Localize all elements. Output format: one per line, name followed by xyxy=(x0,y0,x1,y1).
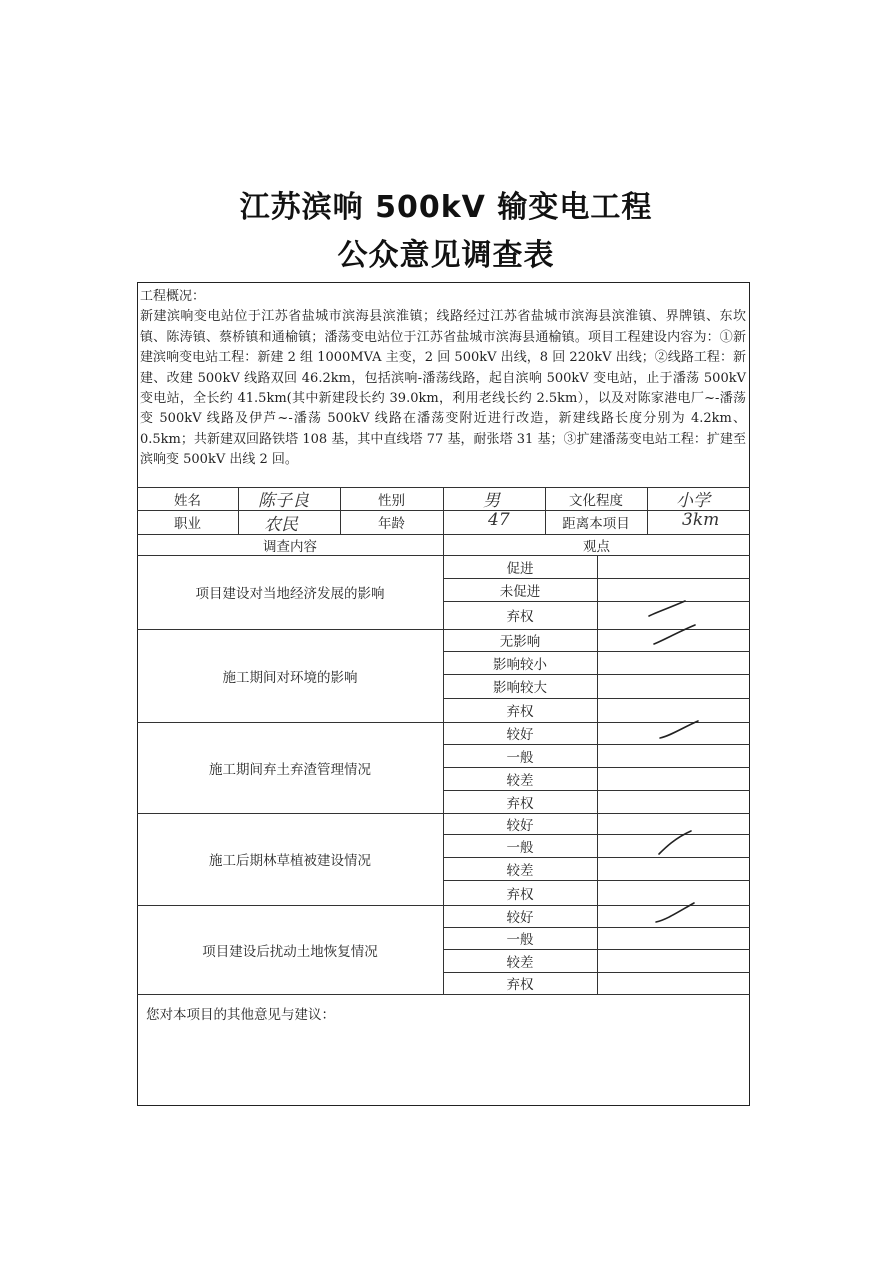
check-mark-icon xyxy=(645,598,690,620)
job-label: 职业 xyxy=(174,516,201,532)
option-label: 较差 xyxy=(506,772,534,789)
survey-content-header: 调查内容 xyxy=(263,538,317,555)
age-label: 年龄 xyxy=(378,516,405,532)
distance-label: 距离本项目 xyxy=(562,516,630,532)
option-label: 一般 xyxy=(506,932,534,948)
question-land-recovery: 项目建设后扰动土地恢复情况 xyxy=(202,943,378,960)
job-value: 农民 xyxy=(264,515,298,535)
survey-opinion-header: 观点 xyxy=(583,538,610,555)
option-label: 一般 xyxy=(506,839,534,856)
overview-text: 新建滨响变电站位于江苏省盐城市滨海县滨淮镇；线路经过江苏省盐城市滨海县滨淮镇、界牌镇、东坎镇、陈涛镇、蔡桥镇和通榆镇；潘荡变电站位于江苏省盐城市滨海县通榆镇。项目工程建设内容为：①新建滨响变电站工程：新建 2 组 1000MVA 主变，2 回 500kV 出线，8 回 220kV 出线；②线路工程：新建、改建 500kV 线路双回 46.2km，包括滨响-潘荡线路，起自滨响 500kV 变电站，止于潘荡 500kV 变电站，全长约 41.5km(其中新建段长约 39.0km，利用老线长约 2.5km），以及对陈家港电厂~-潘荡变 500kV 线路及伊芦~-潘荡 500kV 线路在潘荡变附近进行改造，新建线路长度分别为 4.2km、0.5km；共新建双回路铁塔 108 基，其中直线塔 77 基，耐张塔 31 基；③扩建潘荡变电站工程：扩建至滨响变 500kV 出线 2 回。 xyxy=(140,309,746,468)
question-economic-impact: 项目建设对当地经济发展的影响 xyxy=(195,586,385,602)
education-label: 文化程度 xyxy=(569,492,623,509)
option-label: 弃权 xyxy=(506,609,534,625)
comments-field[interactable] xyxy=(146,1024,742,1100)
option-label: 未促进 xyxy=(499,583,541,600)
project-overview xyxy=(140,287,746,471)
option-label: 影响较大 xyxy=(493,680,547,696)
option-label: 影响较小 xyxy=(493,656,547,673)
check-mark-icon xyxy=(650,622,700,648)
option-label: 较好 xyxy=(506,727,534,743)
name-value: 陈子良 xyxy=(258,491,309,511)
check-mark-icon xyxy=(656,718,702,742)
question-spoil-management: 施工期间弃土弃渣管理情况 xyxy=(209,761,371,778)
distance-value: 3km xyxy=(682,510,720,530)
education-value: 小学 xyxy=(676,491,710,511)
name-label: 姓名 xyxy=(174,492,201,509)
check-mark-icon xyxy=(655,828,695,858)
page-title: 江苏滨响 500kV 输变电工程 xyxy=(239,190,653,225)
comments-label: 您对本项目的其他意见与建议： xyxy=(146,1007,335,1023)
option-label: 弃权 xyxy=(506,886,534,903)
option-label: 一般 xyxy=(506,749,534,766)
option-label: 较好 xyxy=(506,910,534,926)
option-label: 弃权 xyxy=(506,704,534,720)
check-mark-icon xyxy=(652,900,698,926)
option-label: 较差 xyxy=(506,954,534,971)
question-environment-impact: 施工期间对环境的影响 xyxy=(222,669,358,686)
option-label: 促进 xyxy=(506,560,534,577)
option-label: 较好 xyxy=(506,817,534,834)
option-label: 无影响 xyxy=(499,634,541,650)
question-vegetation-restoration: 施工后期林草植被建设情况 xyxy=(209,853,371,869)
age-value: 47 xyxy=(488,510,510,530)
page-subtitle: 公众意见调查表 xyxy=(337,238,555,273)
gender-value: 男 xyxy=(483,491,500,511)
gender-label: 性别 xyxy=(378,492,405,509)
option-label: 较差 xyxy=(506,862,534,879)
option-label: 弃权 xyxy=(506,977,534,993)
overview-label: 工程概况： xyxy=(140,289,206,304)
option-label: 弃权 xyxy=(506,795,534,812)
